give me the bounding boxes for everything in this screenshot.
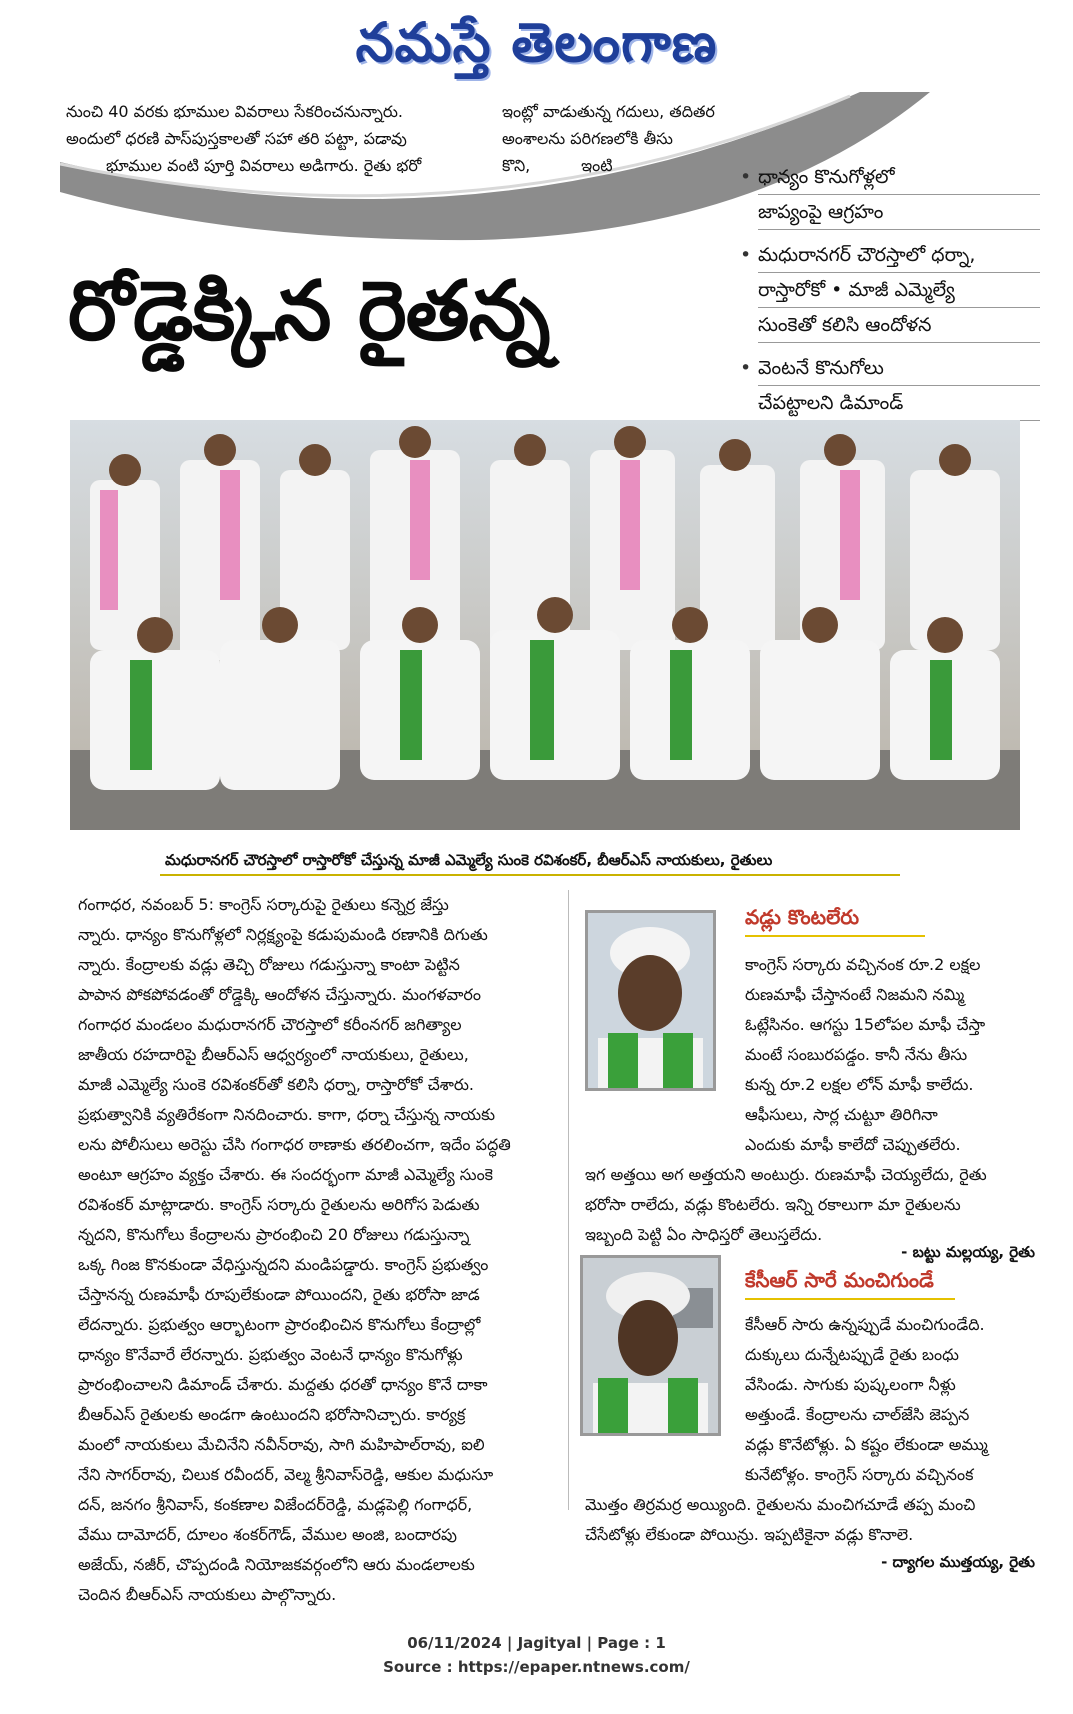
- highlight-line: • ధాన్యం కొనుగోళ్లలో: [758, 160, 1040, 195]
- article-line: లేదన్నారు. ప్రభుత్వం ఆర్భాటంగా ప్రారంభించిన కొనుగోలు కేంద్రాల్లో: [78, 1315, 481, 1334]
- side-heading-underline: [745, 935, 925, 937]
- article-line: ధాన్యం కొనేవారే లేరన్నారు. ప్రభుత్వం వెంటనే ధాన్యం కొనుగోళ్లు: [78, 1345, 463, 1364]
- side-line: ఇగ అత్తయి అగ అత్తయని అంటుర్రు. రుణమాఫీ చెయ్యలేదు, రైతు: [585, 1165, 987, 1184]
- intro-line: కొని, ఇంటి: [502, 156, 613, 175]
- side-line: వేసిండు. సాగుకు పుష్కలంగా నీళ్లు: [745, 1375, 956, 1394]
- article-line: న్నారు. ధాన్యం కొనుగోళ్లలో నిర్లక్ష్యంపై కడుపుమండి రణానికి దిగుతు: [78, 925, 488, 944]
- article-line: నేని సాగర్‌రావు, చిలుక రవీందర్, వెల్మ శ్రీనివాస్‌రెడ్డి, ఆకుల మధుసూ: [78, 1465, 494, 1484]
- article-line: రవిశంకర్ మాట్లాడారు. కాంగ్రెస్ సర్కారు రైతులను అరిగోస పెడుతు: [78, 1195, 480, 1214]
- newspaper-logo: నమస్తే తెలంగాణ: [355, 10, 718, 74]
- highlight-line: జాప్యంపై ఆగ్రహం: [758, 195, 1040, 230]
- farmer-portrait-1: [585, 910, 716, 1091]
- side-story-2-heading: కేసీఆర్ సారే మంచిగుండే: [745, 1268, 934, 1292]
- highlight-item: [740, 238, 1040, 343]
- side-line: చేసేటోళ్లు లేకుండా పోయిన్రు. ఇప్పటికైనా వడ్లు కొనాలె.: [585, 1525, 914, 1544]
- article-line: న్నారు. కేంద్రాలకు వడ్లు తెచ్చి రోజులు గడుస్తున్నా కాంటా పెట్టిన: [78, 955, 460, 974]
- side-story-1-text-top: [745, 950, 1035, 1160]
- farmer-portrait-2: [580, 1255, 721, 1436]
- highlight-item: [740, 351, 1040, 421]
- side-line: దుక్కులు దున్నేటప్పుడే రైతు బంధు: [745, 1345, 959, 1364]
- highlight-line: • వెంటనే కొనుగోలు: [758, 351, 1040, 386]
- intro-line: అందులో ధరణి పాస్‌పుస్తకాలతో సహా తరి పట్టా, పడావు: [66, 129, 407, 148]
- footer-date-edition: 06/11/2024 | Jagityal | Page : 1: [407, 1634, 666, 1652]
- article-line: అజేయ్, నజీర్, చొప్పదండి నియోజకవర్గంలోని ఆరు మండలాలకు: [78, 1555, 475, 1574]
- side-line: ఆఫీసులు, సార్ల చుట్టూ తిరిగినా: [745, 1105, 938, 1124]
- highlight-line: రాస్తారోకో • మాజీ ఎమ్మెల్యే: [758, 273, 1040, 308]
- footer-source-link[interactable]: Source : https://epaper.ntnews.com/: [383, 1658, 690, 1676]
- article-line: ప్రభుత్వానికి వ్యతిరేకంగా నినదించారు. కాగా, ధర్నా చేస్తున్న నాయకు: [78, 1105, 496, 1124]
- article-body: [78, 890, 568, 1610]
- highlight-line: సుంకెతో కలిసి ఆందోళన: [758, 308, 1040, 343]
- article-line: గంగాధర, నవంబర్ 5: కాంగ్రెస్ సర్కారుపై రైతులు కన్నెర్ర జేస్తు: [78, 895, 449, 914]
- article-line: జాతీయ రహదారిపై బీఆర్‌ఎస్ ఆధ్వర్యంలో నాయకులు, రైతులు,: [78, 1045, 469, 1064]
- article-line: గంగాధర మండలం మధురానగర్ చౌరస్తాలో కరీంనగర్ జగిత్యాల: [78, 1015, 462, 1034]
- article-line: వేము దామోదర్, దూలం శంకర్‌గౌడ్, వేముల అంజి, బందారపు: [78, 1525, 457, 1544]
- side-line: రుణమాఫీ చేస్తానంటే నిజమని నమ్మి: [745, 985, 965, 1004]
- side-line: వడ్లు కొనేటోళ్లు. ఏ కష్టం లేకుండా అమ్ము: [745, 1435, 988, 1454]
- intro-line: అంశాలను పరిగణలోకి తీసు: [502, 129, 673, 148]
- side-line: ఇబ్బంది పెట్టి ఏం సాధిస్తరో తెలుస్తలేదు.: [585, 1225, 823, 1244]
- article-line: బీఆర్‌ఎస్ రైతులకు అండగా ఉంటుందని భరోసానిచ్చారు. కార్యక్ర: [78, 1405, 466, 1424]
- article-line: ఒక్క గింజ కొనకుండా వేధిస్తున్నదని మండిపడ్డారు. కాంగ్రెస్ ప్రభుత్వం: [78, 1255, 489, 1274]
- article-line: పాపాన పోకపోవడంతో రోడ్డెక్కి ఆందోళన చేస్తున్నారు. మంగళవారం: [78, 985, 481, 1004]
- side-line: అత్తుండే. కేంద్రాలను చాల్‌జేసి జెప్పన: [745, 1405, 970, 1424]
- highlight-item: [740, 160, 1040, 230]
- article-line: మంలో నాయకులు మేచినేని నవీన్‌రావు, సాగి మహిపాల్‌రావు, ఐలి: [78, 1435, 485, 1454]
- masthead: [0, 0, 1073, 90]
- side-line: కేసీఆర్ సారు ఉన్నప్పుడే మంచిగుండేది.: [745, 1315, 985, 1334]
- intro-left-column: [66, 98, 486, 179]
- intro-line: ఇంట్లో వాడుతున్న గదులు, తదితర: [502, 102, 715, 121]
- article-line: లను పోలీసులు అరెస్టు చేసి గంగాధర ఠాణాకు తరలించగా, ఇదేం పద్ధతి: [78, 1135, 511, 1154]
- side-line: కాంగ్రెస్ సర్కారు వచ్చినంక రూ.2 లక్షల: [745, 955, 981, 974]
- side-line: కున్న రూ.2 లక్షల లోన్ మాఫీ కాలేదు.: [745, 1075, 974, 1094]
- side-line: మొత్తం తిర్రమర్ర అయ్యింది. రైతులను మంచిగచూడే తప్ప మంచి: [585, 1495, 976, 1514]
- headline: రోడ్డెక్కిన రైతన్న: [68, 264, 550, 359]
- caption-underline: [160, 874, 900, 876]
- highlights: [740, 160, 1040, 429]
- highlight-line: • మధురానగర్ చౌరస్తాలో ధర్నా,: [758, 238, 1040, 273]
- article-line: చెందిన బీఆర్‌ఎస్ నాయకులు పాల్గొన్నారు.: [78, 1585, 337, 1604]
- side-story-2-attribution: - ద్యాగల ముత్తయ్య, రైతు: [881, 1553, 1035, 1571]
- side-line: ఎందుకు మాఫీ కాలేదో చెప్పుతలేరు.: [745, 1135, 961, 1154]
- side-heading-underline: [745, 1298, 955, 1300]
- article-line: అంటూ ఆగ్రహం వ్యక్తం చేశారు. ఈ సందర్భంగా మాజీ ఎమ్మెల్యే సుంకె: [78, 1165, 494, 1184]
- side-line: ఓట్లేసినం. ఆగస్టు 15లోపల మాఫీ చేస్తా: [745, 1015, 986, 1034]
- side-story-2-text-bottom: [585, 1490, 1035, 1550]
- photo-caption: మధురానగర్ చౌరస్తాలో రాస్తారోకో చేస్తున్న మాజీ ఎమ్మెల్యే సుంకె రవిశంకర్, బీఆర్‌ఎస్ నాయకులు, రైతులు: [165, 851, 773, 869]
- protest-photo: [70, 420, 1020, 830]
- side-story-1-attribution: - బట్టు మల్లయ్య, రైతు: [901, 1243, 1035, 1261]
- intro-line: భూముల వంటి పూర్తి వివరాలు అడిగారు. రైతు భరో: [106, 156, 422, 175]
- article-line: న్నదని, కొనుగోలు కేంద్రాలను ప్రారంభించి 20 రోజులు గడుస్తున్నా: [78, 1225, 470, 1244]
- side-line: భరోసా రాలేదు, వడ్లు కొంటలేరు. ఇన్ని రకాలుగా మా రైతులను: [585, 1195, 961, 1214]
- side-story-1-heading: వడ్లు కొంటలేరు: [745, 905, 860, 929]
- side-line: మంటే సంబురపడ్డం. కానీ నేను తీసు: [745, 1045, 968, 1064]
- intro-line: నుంచి 40 వరకు భూముల వివరాలు సేకరించనున్నారు.: [66, 102, 404, 121]
- highlight-line: చేపట్టాలని డిమాండ్: [758, 386, 1040, 421]
- column-divider: [568, 890, 569, 1510]
- article-line: దన్, జనగం శ్రీనివాస్, కంకణాల విజేందర్‌రెడ్డి, మడ్లపెల్లి గంగాధర్,: [78, 1495, 473, 1514]
- article-line: ప్రారంభించాలని డిమాండ్ చేశారు. మద్దతు ధరతో ధాన్యం కొనే దాకా: [78, 1375, 488, 1394]
- article-line: మాజీ ఎమ్మెల్యే సుంకె రవిశంకర్‌తో కలిసి ధర్నా, రాస్తారోకో చేశారు.: [78, 1075, 474, 1094]
- side-line: కునేటోళ్లం. కాంగ్రెస్ సర్కారు వచ్చినంక: [745, 1465, 974, 1484]
- side-story-1-text-bottom: [585, 1160, 1035, 1250]
- article-line: చేస్తానన్న రుణమాఫీ రూపులేకుండా పోయిందని, రైతు భరోసా జాడ: [78, 1285, 480, 1304]
- side-story-2-text-top: [745, 1310, 1035, 1490]
